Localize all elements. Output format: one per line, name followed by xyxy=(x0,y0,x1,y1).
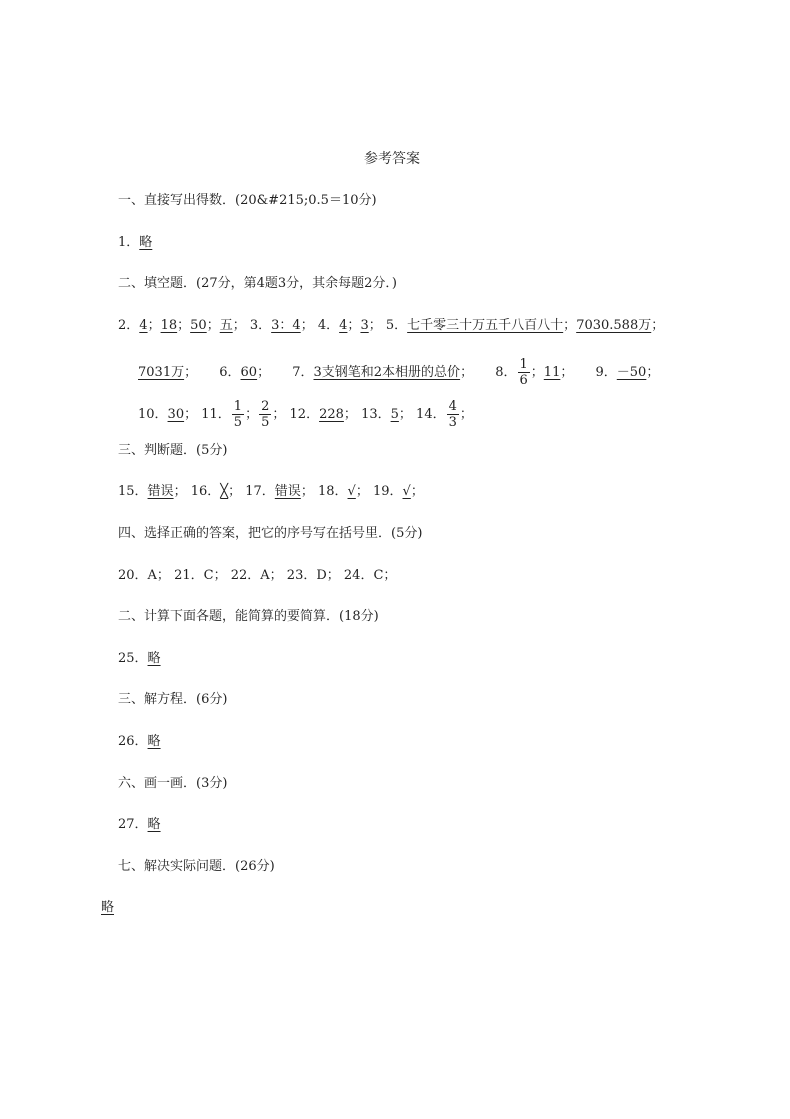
answer: 60 xyxy=(240,365,258,380)
section-1-heading: 一、直接写出得数．(20&#215;0.5＝10分) xyxy=(118,193,377,208)
separator: ； xyxy=(245,407,259,422)
question-number: 10． xyxy=(138,407,168,422)
answer: 七千零三十万五千八百八十 xyxy=(407,318,564,333)
choice-answer: 20．A； xyxy=(118,568,170,583)
answer: 50 xyxy=(190,318,207,333)
separator: ； xyxy=(184,407,198,422)
separator: ； xyxy=(347,318,361,333)
choice-answer: 22．A； xyxy=(230,568,283,583)
answer: 11 xyxy=(543,365,561,380)
question-number: 18． xyxy=(317,484,348,499)
numerator: 1 xyxy=(233,399,243,414)
answer: 略 xyxy=(147,817,161,832)
denominator: 5 xyxy=(261,415,270,430)
separator: ； xyxy=(257,365,271,380)
choice-answer: 23．D； xyxy=(286,568,340,583)
answer: 错误 xyxy=(274,484,301,499)
section-2-heading: 二、填空题．(27分，第4题3分，其余每题2分．) xyxy=(118,276,397,291)
answer: 错误 xyxy=(147,484,174,499)
question-number: 9． xyxy=(595,365,617,380)
answer: 228 xyxy=(319,407,344,422)
question-number: 6． xyxy=(219,365,241,380)
separator: ； xyxy=(272,407,286,422)
question-number: 13． xyxy=(361,407,391,422)
answer-line-7 xyxy=(118,651,161,667)
final-answer: 略 xyxy=(101,900,115,915)
section-7-heading: 六、画一画．(3分) xyxy=(118,776,228,791)
section-4-heading: 四、选择正确的答案，把它的序号写在括号里．(5分) xyxy=(118,526,423,541)
answer: 五 xyxy=(219,318,233,333)
separator: ； xyxy=(173,484,187,499)
question-number: 16． xyxy=(190,484,221,499)
answer-line-2 xyxy=(118,318,664,334)
question-number: 12． xyxy=(289,407,320,422)
separator: ； xyxy=(646,365,660,380)
separator: ； xyxy=(300,484,314,499)
answer: 略 xyxy=(147,651,161,666)
answer: 7030.588万 xyxy=(576,318,652,333)
answer: 4 xyxy=(339,318,348,333)
answer-line-4 xyxy=(138,399,473,430)
question-number: 14． xyxy=(416,407,446,422)
section-3-heading: 三、判断题．(5分) xyxy=(118,443,228,458)
separator: ； xyxy=(651,318,665,333)
question-number: 19． xyxy=(372,484,403,499)
question-number: 27． xyxy=(118,817,148,832)
separator: ； xyxy=(563,318,577,333)
separator: ； xyxy=(228,484,242,499)
answer-line-5 xyxy=(118,484,424,500)
fraction xyxy=(259,399,271,430)
answer: 18 xyxy=(160,318,178,333)
separator: ； xyxy=(398,407,412,422)
separator: ； xyxy=(410,484,424,499)
choice-answer: 21．C； xyxy=(174,568,227,583)
separator: ； xyxy=(206,318,220,333)
answer: 5 xyxy=(390,407,399,422)
question-number: 8． xyxy=(495,365,517,380)
check-mark: √ xyxy=(402,484,411,499)
section-5-heading: 二、计算下面各题，能简算的要简算．(18分) xyxy=(118,609,379,624)
question-number: 11． xyxy=(201,407,231,422)
numerator: 2 xyxy=(261,399,270,414)
section-6-heading: 三、解方程．(6分) xyxy=(118,692,228,707)
answer-line-8 xyxy=(118,734,161,750)
fraction xyxy=(518,357,530,388)
separator: ； xyxy=(530,365,544,380)
separator: ； xyxy=(300,318,314,333)
question-number: 15． xyxy=(118,484,148,499)
answer: 3 xyxy=(360,318,369,333)
answer: 30 xyxy=(167,407,185,422)
question-number: 1． xyxy=(118,235,140,250)
answer: 4 xyxy=(139,318,148,333)
question-number: 5． xyxy=(385,318,408,333)
choice-answer: 24．C； xyxy=(343,568,397,583)
separator: ； xyxy=(459,407,473,422)
fraction xyxy=(232,399,244,430)
denominator: 5 xyxy=(233,415,243,430)
separator: ； xyxy=(232,318,246,333)
question-number: 26． xyxy=(118,734,148,749)
question-number: 4． xyxy=(317,318,340,333)
question-number: 25． xyxy=(118,651,148,666)
answer: 3：4 xyxy=(271,318,301,333)
separator: ； xyxy=(368,318,382,333)
separator: ； xyxy=(460,365,474,380)
answer-line-3 xyxy=(138,357,659,388)
separator: ； xyxy=(147,318,161,333)
answer: 7031万 xyxy=(138,365,185,380)
answer: 3支钢笔和2本相册的总价 xyxy=(313,365,461,380)
separator: ； xyxy=(177,318,191,333)
answer-line-9 xyxy=(118,817,161,833)
separator: ； xyxy=(184,365,198,380)
question-number: 17． xyxy=(245,484,275,499)
denominator: 6 xyxy=(519,373,528,388)
section-8-heading: 七、解决实际问题．(26分) xyxy=(118,859,275,874)
answer-line-1 xyxy=(118,235,152,251)
answer: 略 xyxy=(147,734,161,749)
check-mark: √ xyxy=(347,484,356,499)
question-number: 3． xyxy=(249,318,272,333)
numerator: 1 xyxy=(519,357,528,372)
question-number: 7． xyxy=(292,365,314,380)
separator: ； xyxy=(343,407,357,422)
answer: 略 xyxy=(139,235,153,250)
page-title: 参考答案 xyxy=(364,151,420,167)
separator: ； xyxy=(355,484,369,499)
question-number: 2． xyxy=(118,318,140,333)
answer-line-6 xyxy=(118,568,396,584)
separator: ； xyxy=(560,365,574,380)
answer: －50 xyxy=(616,365,647,380)
numerator: 4 xyxy=(448,399,457,414)
denominator: 3 xyxy=(448,415,457,430)
fraction xyxy=(447,399,459,430)
cross-mark: ╳ xyxy=(220,484,229,499)
